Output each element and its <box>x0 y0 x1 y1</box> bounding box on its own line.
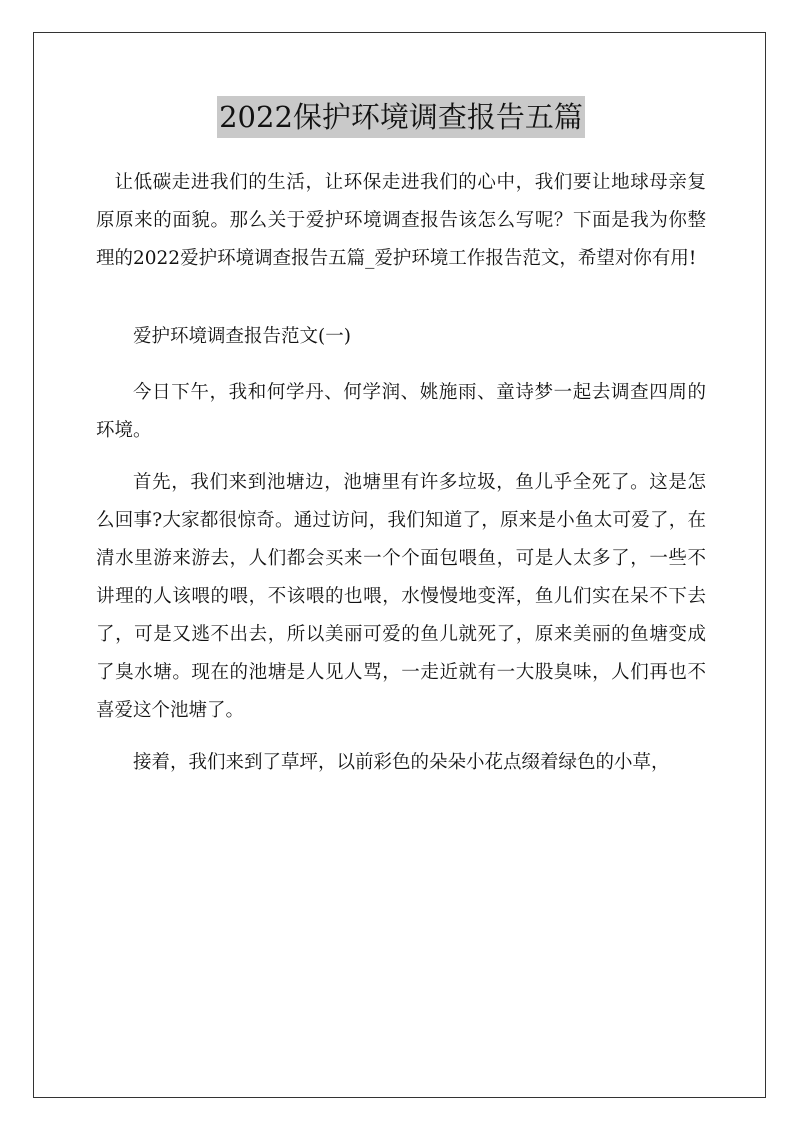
body-paragraph-1: 今日下午，我和何学丹、何学润、姚施雨、童诗梦一起去调查四周的环境。 <box>96 382 706 441</box>
body-paragraph-3: 接着，我们来到了草坪，以前彩色的朵朵小花点缀着绿色的小草， <box>133 752 670 773</box>
document-body <box>96 96 706 796</box>
document-title: 2022保护环境调查报告五篇 <box>217 96 585 138</box>
section-heading: 爱护环境调查报告范文(一) <box>133 326 351 347</box>
body-paragraph-2: 首先，我们来到池塘边，池塘里有许多垃圾，鱼儿乎全死了。这是怎么回事?大家都很惊奇。通过访问，我们知道了，原来是小鱼太可爱了，在清水里游来游去，人们都会买来一个个面包喂鱼，可是人太多了，一些不讲理的人该喂的喂，不该喂的也喂，水慢慢地变浑，鱼儿们实在呆不下去了，可是又逃不出去，所以美丽可爱的鱼儿就死了，原来美丽的鱼塘变成了臭水塘。现在的池塘是人见人骂，一走近就有一大股臭味，人们再也不喜爱这个池塘了。 <box>96 472 706 721</box>
intro-paragraph: 让低碳走进我们的生活，让环保走进我们的心中，我们要让地球母亲复原原来的面貌。那么关于爱护环境调查报告该怎么写呢？下面是我为你整理的2022爱护环境调查报告五篇_爱护环境工作报告范文，希望对你有用! <box>96 172 706 269</box>
title-container <box>96 96 706 138</box>
